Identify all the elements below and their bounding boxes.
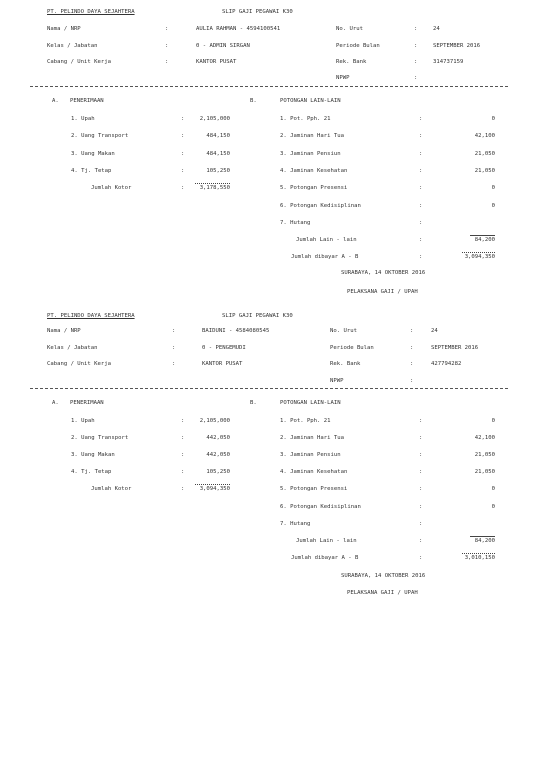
signer-title: PELAKSANA GAJI / UPAH xyxy=(347,289,418,295)
value-rek-bank: 314737159 xyxy=(433,59,464,65)
label-no-urut: No. Urut xyxy=(330,328,357,334)
slip-title: SLIP GAJI PEGAWAI K30 xyxy=(222,313,293,319)
colon: : xyxy=(419,555,423,561)
sum-rule xyxy=(462,252,495,253)
slip-title: SLIP GAJI PEGAWAI K30 xyxy=(222,9,293,15)
sum-rule xyxy=(470,536,495,537)
gross-total-value: 3,178,550 xyxy=(199,185,230,191)
colon: : xyxy=(181,469,185,475)
deduction-label: 2. Jaminan Hari Tua xyxy=(280,133,344,139)
colon: : xyxy=(172,328,176,334)
colon: : xyxy=(410,345,414,351)
income-value: 2,105,000 xyxy=(199,418,230,424)
place-date: SURABAYA, 14 OKTOBER 2016 xyxy=(341,270,426,276)
sum-rule xyxy=(195,484,230,485)
deduction-label: 7. Hutang xyxy=(280,220,311,226)
signer-title: PELAKSANA GAJI / UPAH xyxy=(347,590,418,596)
section-a-title: PENERIMAAN xyxy=(70,400,104,406)
colon: : xyxy=(181,151,185,157)
other-total-label: Jumlah Lain - lain xyxy=(296,538,357,544)
colon: : xyxy=(181,185,185,191)
gross-total-value: 3,094,350 xyxy=(199,486,230,492)
colon: : xyxy=(419,418,423,424)
deduction-label: 7. Hutang xyxy=(280,521,311,527)
value-cabang: KANTOR PUSAT xyxy=(196,59,237,65)
label-kelas: Kelas / Jabatan xyxy=(47,345,98,351)
colon: : xyxy=(172,361,176,367)
income-label: 4. Tj. Tetap xyxy=(71,168,112,174)
value-periode: SEPTEMBER 2016 xyxy=(433,43,481,49)
label-rek-bank: Rek. Bank xyxy=(330,361,361,367)
colon: : xyxy=(419,538,423,544)
deduction-value: 0 xyxy=(491,185,495,191)
colon: : xyxy=(419,203,423,209)
income-label: 4. Tj. Tetap xyxy=(71,469,112,475)
colon: : xyxy=(181,116,185,122)
label-cabang: Cabang / Unit Kerja xyxy=(47,59,111,65)
income-value: 105,250 xyxy=(206,168,230,174)
deduction-value: 0 xyxy=(491,203,495,209)
section-b-letter: B. xyxy=(250,400,257,406)
deduction-value: 0 xyxy=(491,504,495,510)
colon: : xyxy=(419,452,423,458)
deduction-label: 1. Pot. Pph. 21 xyxy=(280,418,331,424)
sum-rule xyxy=(195,183,230,184)
deduction-value: 21,050 xyxy=(474,151,495,157)
place-date: SURABAYA, 14 OKTOBER 2016 xyxy=(341,573,426,579)
colon: : xyxy=(419,237,423,243)
value-periode: SEPTEMBER 2016 xyxy=(431,345,479,351)
colon: : xyxy=(419,504,423,510)
colon: : xyxy=(419,185,423,191)
deduction-label: 3. Jaminan Pensiun xyxy=(280,452,341,458)
colon: : xyxy=(165,26,169,32)
section-b-title: POTONGAN LAIN-LAIN xyxy=(280,400,341,406)
colon: : xyxy=(181,486,185,492)
colon: : xyxy=(419,254,423,260)
label-nama: Nama / NRP xyxy=(47,26,81,32)
deduction-value: 0 xyxy=(491,116,495,122)
income-value: 442,050 xyxy=(206,435,230,441)
colon: : xyxy=(181,133,185,139)
colon: : xyxy=(419,521,423,527)
other-total-label: Jumlah Lain - lain xyxy=(296,237,357,243)
deduction-label: 3. Jaminan Pensiun xyxy=(280,151,341,157)
colon: : xyxy=(419,133,423,139)
deduction-value: 42,100 xyxy=(474,435,495,441)
salary-slip xyxy=(0,0,550,300)
label-periode: Periode Bulan xyxy=(336,43,380,49)
colon: : xyxy=(410,328,414,334)
income-value: 2,105,000 xyxy=(199,116,230,122)
label-no-urut: No. Urut xyxy=(336,26,363,32)
colon: : xyxy=(181,435,185,441)
value-no-urut: 24 xyxy=(433,26,440,32)
income-label: 2. Uang Transport xyxy=(71,435,129,441)
label-nama: Nama / NRP xyxy=(47,328,81,334)
other-total-value: 84,200 xyxy=(474,237,495,243)
deduction-label: 4. Jaminan Kesehatan xyxy=(280,168,348,174)
colon: : xyxy=(414,26,418,32)
deduction-label: 6. Potongan Kedisiplinan xyxy=(280,504,361,510)
colon: : xyxy=(419,168,423,174)
colon: : xyxy=(419,486,423,492)
colon: : xyxy=(414,59,418,65)
deduction-label: 6. Potongan Kedisiplinan xyxy=(280,203,361,209)
deduction-value: 42,100 xyxy=(474,133,495,139)
deduction-value: 0 xyxy=(491,418,495,424)
section-a-letter: A. xyxy=(52,400,59,406)
colon: : xyxy=(414,75,418,81)
colon: : xyxy=(414,43,418,49)
net-pay-value: 3,010,150 xyxy=(464,555,495,561)
income-value: 442,050 xyxy=(206,452,230,458)
gross-total-label: Jumlah Kotor xyxy=(91,185,132,191)
colon: : xyxy=(172,345,176,351)
colon: : xyxy=(419,151,423,157)
label-cabang: Cabang / Unit Kerja xyxy=(47,361,111,367)
dashed-divider xyxy=(30,388,508,389)
income-label: 1. Upah xyxy=(71,418,95,424)
salary-slip xyxy=(0,304,550,604)
company-name: PT. PELINDO DAYA SEJAHTERA xyxy=(47,313,135,319)
net-pay-value: 3,094,350 xyxy=(464,254,495,260)
income-value: 105,250 xyxy=(206,469,230,475)
colon: : xyxy=(419,220,423,226)
value-cabang: KANTOR PUSAT xyxy=(202,361,243,367)
label-npwp: NPWP xyxy=(330,378,344,384)
colon: : xyxy=(419,116,423,122)
income-label: 3. Uang Makan xyxy=(71,452,115,458)
deduction-value: 21,050 xyxy=(474,168,495,174)
value-nama: AULIA RAHMAN - 4594100541 xyxy=(196,26,281,32)
colon: : xyxy=(165,43,169,49)
income-label: 3. Uang Makan xyxy=(71,151,115,157)
deduction-label: 1. Pot. Pph. 21 xyxy=(280,116,331,122)
dashed-divider xyxy=(30,86,508,87)
deduction-value: 21,050 xyxy=(474,469,495,475)
net-pay-label: Jumlah dibayar A - B xyxy=(291,254,359,260)
value-no-urut: 24 xyxy=(431,328,438,334)
deduction-value: 21,050 xyxy=(474,452,495,458)
value-kelas: 0 - PENGEMUDI xyxy=(202,345,246,351)
value-nama: BAIDUNI - 4584080545 xyxy=(202,328,270,334)
deduction-value: 0 xyxy=(491,486,495,492)
sum-rule xyxy=(462,553,495,554)
other-total-value: 84,200 xyxy=(474,538,495,544)
value-rek-bank: 427794282 xyxy=(431,361,462,367)
section-b-title: POTONGAN LAIN-LAIN xyxy=(280,98,341,104)
income-value: 484,150 xyxy=(206,133,230,139)
sum-rule xyxy=(470,235,495,236)
colon: : xyxy=(419,435,423,441)
label-npwp: NPWP xyxy=(336,75,350,81)
colon: : xyxy=(410,361,414,367)
company-name: PT. PELINDO DAYA SEJAHTERA xyxy=(47,9,135,15)
label-kelas: Kelas / Jabatan xyxy=(47,43,98,49)
deduction-label: 4. Jaminan Kesehatan xyxy=(280,469,348,475)
deduction-label: 5. Potongan Presensi xyxy=(280,185,348,191)
gross-total-label: Jumlah Kotor xyxy=(91,486,132,492)
deduction-label: 2. Jaminan Hari Tua xyxy=(280,435,344,441)
colon: : xyxy=(410,378,414,384)
income-label: 1. Upah xyxy=(71,116,95,122)
section-a-letter: A. xyxy=(52,98,59,104)
section-b-letter: B. xyxy=(250,98,257,104)
colon: : xyxy=(181,418,185,424)
label-periode: Periode Bulan xyxy=(330,345,374,351)
colon: : xyxy=(181,452,185,458)
colon: : xyxy=(181,168,185,174)
section-a-title: PENERIMAAN xyxy=(70,98,104,104)
income-label: 2. Uang Transport xyxy=(71,133,129,139)
colon: : xyxy=(165,59,169,65)
colon: : xyxy=(419,469,423,475)
value-kelas: 0 - ADMIN SIRGAN xyxy=(196,43,250,49)
deduction-label: 5. Potongan Presensi xyxy=(280,486,348,492)
net-pay-label: Jumlah dibayar A - B xyxy=(291,555,359,561)
label-rek-bank: Rek. Bank xyxy=(336,59,367,65)
income-value: 484,150 xyxy=(206,151,230,157)
